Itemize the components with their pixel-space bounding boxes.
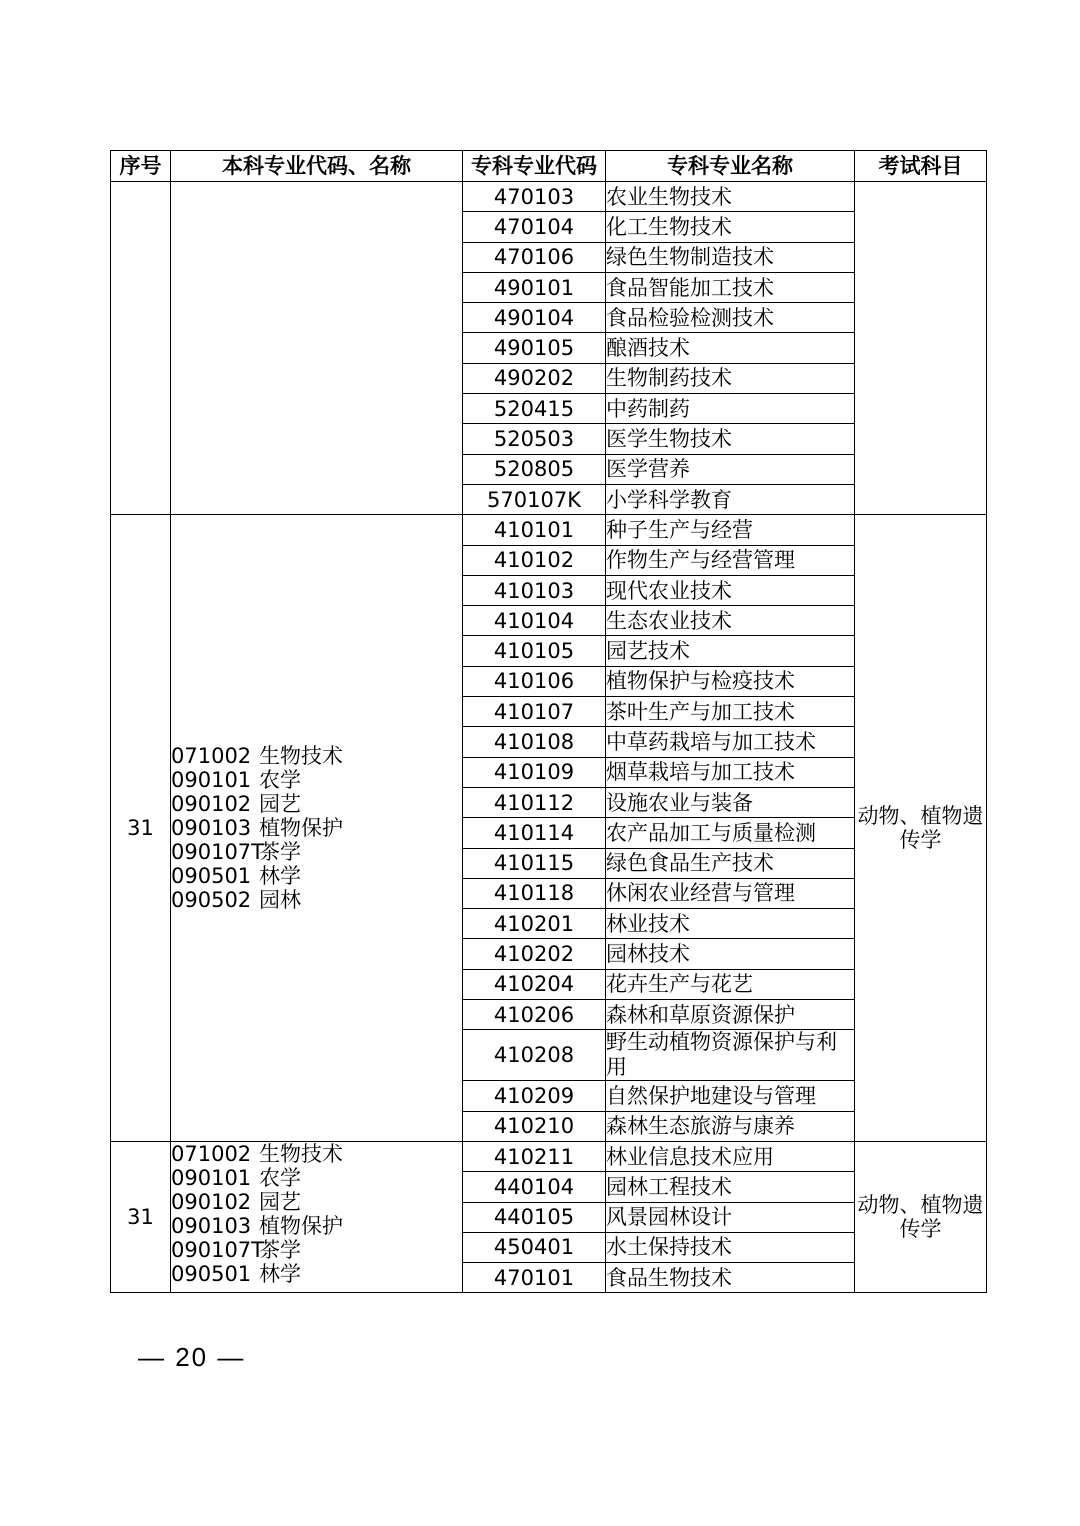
college-major-name: 生物制药技术 <box>606 363 855 393</box>
undergrad-item <box>171 1262 462 1286</box>
undergrad-item <box>171 1142 462 1166</box>
college-major-code: 440104 <box>463 1172 606 1202</box>
undergrad-name: 园艺 <box>259 792 301 817</box>
college-major-name: 食品检验检测技术 <box>606 303 855 333</box>
seq-cell: 31 <box>111 1141 171 1292</box>
college-major-name: 设施农业与装备 <box>606 787 855 817</box>
undergrad-item <box>171 1238 462 1262</box>
college-major-name: 食品生物技术 <box>606 1263 855 1293</box>
undergrad-name: 农学 <box>259 1165 301 1190</box>
undergrad-name: 生物技术 <box>259 744 343 769</box>
college-major-name: 园艺技术 <box>606 636 855 666</box>
college-major-code: 450401 <box>463 1232 606 1262</box>
college-major-name: 花卉生产与花艺 <box>606 969 855 999</box>
college-major-name: 森林和草原资源保护 <box>606 1000 855 1030</box>
undergrad-code: 090103 <box>171 1213 252 1238</box>
seq-cell: 31 <box>111 515 171 1142</box>
college-major-name: 绿色生物制造技术 <box>606 242 855 272</box>
college-major-code: 410118 <box>463 878 606 908</box>
undergrad-item <box>171 1166 462 1190</box>
college-major-name: 休闲农业经营与管理 <box>606 878 855 908</box>
college-major-name: 中药制药 <box>606 394 855 424</box>
undergrad-name: 植物保护 <box>259 816 343 841</box>
exam-subject-cell: 动物、植物遗传学 <box>855 515 987 1142</box>
undergrad-item <box>171 792 462 816</box>
college-major-code: 410114 <box>463 818 606 848</box>
college-major-name: 小学科学教育 <box>606 484 855 514</box>
college-major-name: 森林生态旅游与康养 <box>606 1111 855 1141</box>
college-major-name: 园林技术 <box>606 939 855 969</box>
college-major-code: 520503 <box>463 424 606 454</box>
undergrad-cell <box>171 182 463 515</box>
header-undergrad: 本科专业代码、名称 <box>171 151 463 182</box>
undergrad-code: 090101 <box>171 768 252 793</box>
undergrad-code: 090502 <box>171 888 252 913</box>
college-major-code: 410107 <box>463 697 606 727</box>
seq-cell <box>111 182 171 515</box>
exam-subject-cell <box>855 182 987 515</box>
college-major-code: 470103 <box>463 182 606 212</box>
college-major-name: 植物保护与检疫技术 <box>606 666 855 696</box>
college-major-code: 570107K <box>463 484 606 514</box>
table-row <box>111 515 987 545</box>
college-major-code: 410209 <box>463 1081 606 1111</box>
major-table <box>110 150 987 1293</box>
college-major-name: 茶叶生产与加工技术 <box>606 697 855 727</box>
undergrad-item <box>171 840 462 864</box>
undergrad-item <box>171 864 462 888</box>
college-major-code: 410104 <box>463 606 606 636</box>
undergrad-code: 090107T <box>171 840 264 865</box>
undergrad-item <box>171 816 462 840</box>
header-code: 专科专业代码 <box>463 151 606 182</box>
undergrad-cell <box>171 1141 463 1292</box>
college-major-code: 470101 <box>463 1263 606 1293</box>
college-major-name: 种子生产与经营 <box>606 515 855 545</box>
college-major-code: 410115 <box>463 848 606 878</box>
undergrad-item <box>171 1214 462 1238</box>
undergrad-code: 090107T <box>171 1237 264 1262</box>
undergrad-code: 090102 <box>171 1189 252 1214</box>
college-major-code: 410112 <box>463 787 606 817</box>
exam-subject-cell: 动物、植物遗传学 <box>855 1141 987 1292</box>
undergrad-item <box>171 1190 462 1214</box>
undergrad-name: 生物技术 <box>259 1141 343 1166</box>
table-header <box>111 151 987 182</box>
college-major-code: 490202 <box>463 363 606 393</box>
college-major-name: 烟草栽培与加工技术 <box>606 757 855 787</box>
page-number: — 20 — <box>138 1342 246 1372</box>
college-major-name: 林业信息技术应用 <box>606 1141 855 1171</box>
college-major-name: 林业技术 <box>606 909 855 939</box>
header-name: 专科专业名称 <box>606 151 855 182</box>
college-major-name: 水土保持技术 <box>606 1232 855 1262</box>
undergrad-code: 090102 <box>171 792 252 817</box>
college-major-name: 风景园林设计 <box>606 1202 855 1232</box>
undergrad-code: 090101 <box>171 1165 252 1190</box>
undergrad-code: 090501 <box>171 1261 252 1286</box>
college-major-code: 410105 <box>463 636 606 666</box>
college-major-code: 490105 <box>463 333 606 363</box>
college-major-code: 490101 <box>463 272 606 302</box>
college-major-name: 医学生物技术 <box>606 424 855 454</box>
college-major-code: 410211 <box>463 1141 606 1171</box>
college-major-code: 440105 <box>463 1202 606 1232</box>
undergrad-code: 090103 <box>171 816 252 841</box>
college-major-name: 农产品加工与质量检测 <box>606 818 855 848</box>
college-major-name: 农业生物技术 <box>606 182 855 212</box>
undergrad-code: 071002 <box>171 744 252 769</box>
college-major-code: 470104 <box>463 212 606 242</box>
college-major-code: 410204 <box>463 969 606 999</box>
college-major-name: 化工生物技术 <box>606 212 855 242</box>
college-major-name: 中草药栽培与加工技术 <box>606 727 855 757</box>
college-major-code: 410109 <box>463 757 606 787</box>
college-major-name: 现代农业技术 <box>606 575 855 605</box>
table-row <box>111 1141 987 1171</box>
header-exam: 考试科目 <box>855 151 987 182</box>
college-major-code: 410102 <box>463 545 606 575</box>
college-major-code: 520415 <box>463 394 606 424</box>
undergrad-name: 林学 <box>259 864 301 889</box>
table-body <box>111 182 987 1293</box>
header-seq: 序号 <box>111 151 171 182</box>
college-major-name: 酿酒技术 <box>606 333 855 363</box>
college-major-code: 410206 <box>463 1000 606 1030</box>
college-major-name: 食品智能加工技术 <box>606 272 855 302</box>
college-major-code: 410108 <box>463 727 606 757</box>
undergrad-cell <box>171 515 463 1142</box>
college-major-code: 470106 <box>463 242 606 272</box>
college-major-code: 410201 <box>463 909 606 939</box>
undergrad-code: 090501 <box>171 864 252 889</box>
college-major-name: 生态农业技术 <box>606 606 855 636</box>
undergrad-name: 茶学 <box>259 1237 301 1262</box>
college-major-name: 医学营养 <box>606 454 855 484</box>
college-major-name: 自然保护地建设与管理 <box>606 1081 855 1111</box>
undergrad-name: 茶学 <box>259 840 301 865</box>
undergrad-item <box>171 744 462 768</box>
undergrad-name: 植物保护 <box>259 1213 343 1238</box>
college-major-code: 410106 <box>463 666 606 696</box>
college-major-code: 410103 <box>463 575 606 605</box>
college-major-code: 410208 <box>463 1030 606 1081</box>
college-major-name: 野生动植物资源保护与利用 <box>606 1030 855 1081</box>
undergrad-code: 071002 <box>171 1141 252 1166</box>
college-major-code: 520805 <box>463 454 606 484</box>
undergrad-item <box>171 888 462 912</box>
college-major-code: 410202 <box>463 939 606 969</box>
undergrad-name: 园艺 <box>259 1189 301 1214</box>
undergrad-name: 园林 <box>259 888 301 913</box>
undergrad-name: 农学 <box>259 768 301 793</box>
college-major-name: 绿色食品生产技术 <box>606 848 855 878</box>
college-major-name: 作物生产与经营管理 <box>606 545 855 575</box>
undergrad-name: 林学 <box>259 1261 301 1286</box>
header-row <box>111 151 987 182</box>
college-major-name: 园林工程技术 <box>606 1172 855 1202</box>
college-major-code: 490104 <box>463 303 606 333</box>
college-major-code: 410101 <box>463 515 606 545</box>
college-major-code: 410210 <box>463 1111 606 1141</box>
table-row <box>111 182 987 212</box>
undergrad-item <box>171 768 462 792</box>
